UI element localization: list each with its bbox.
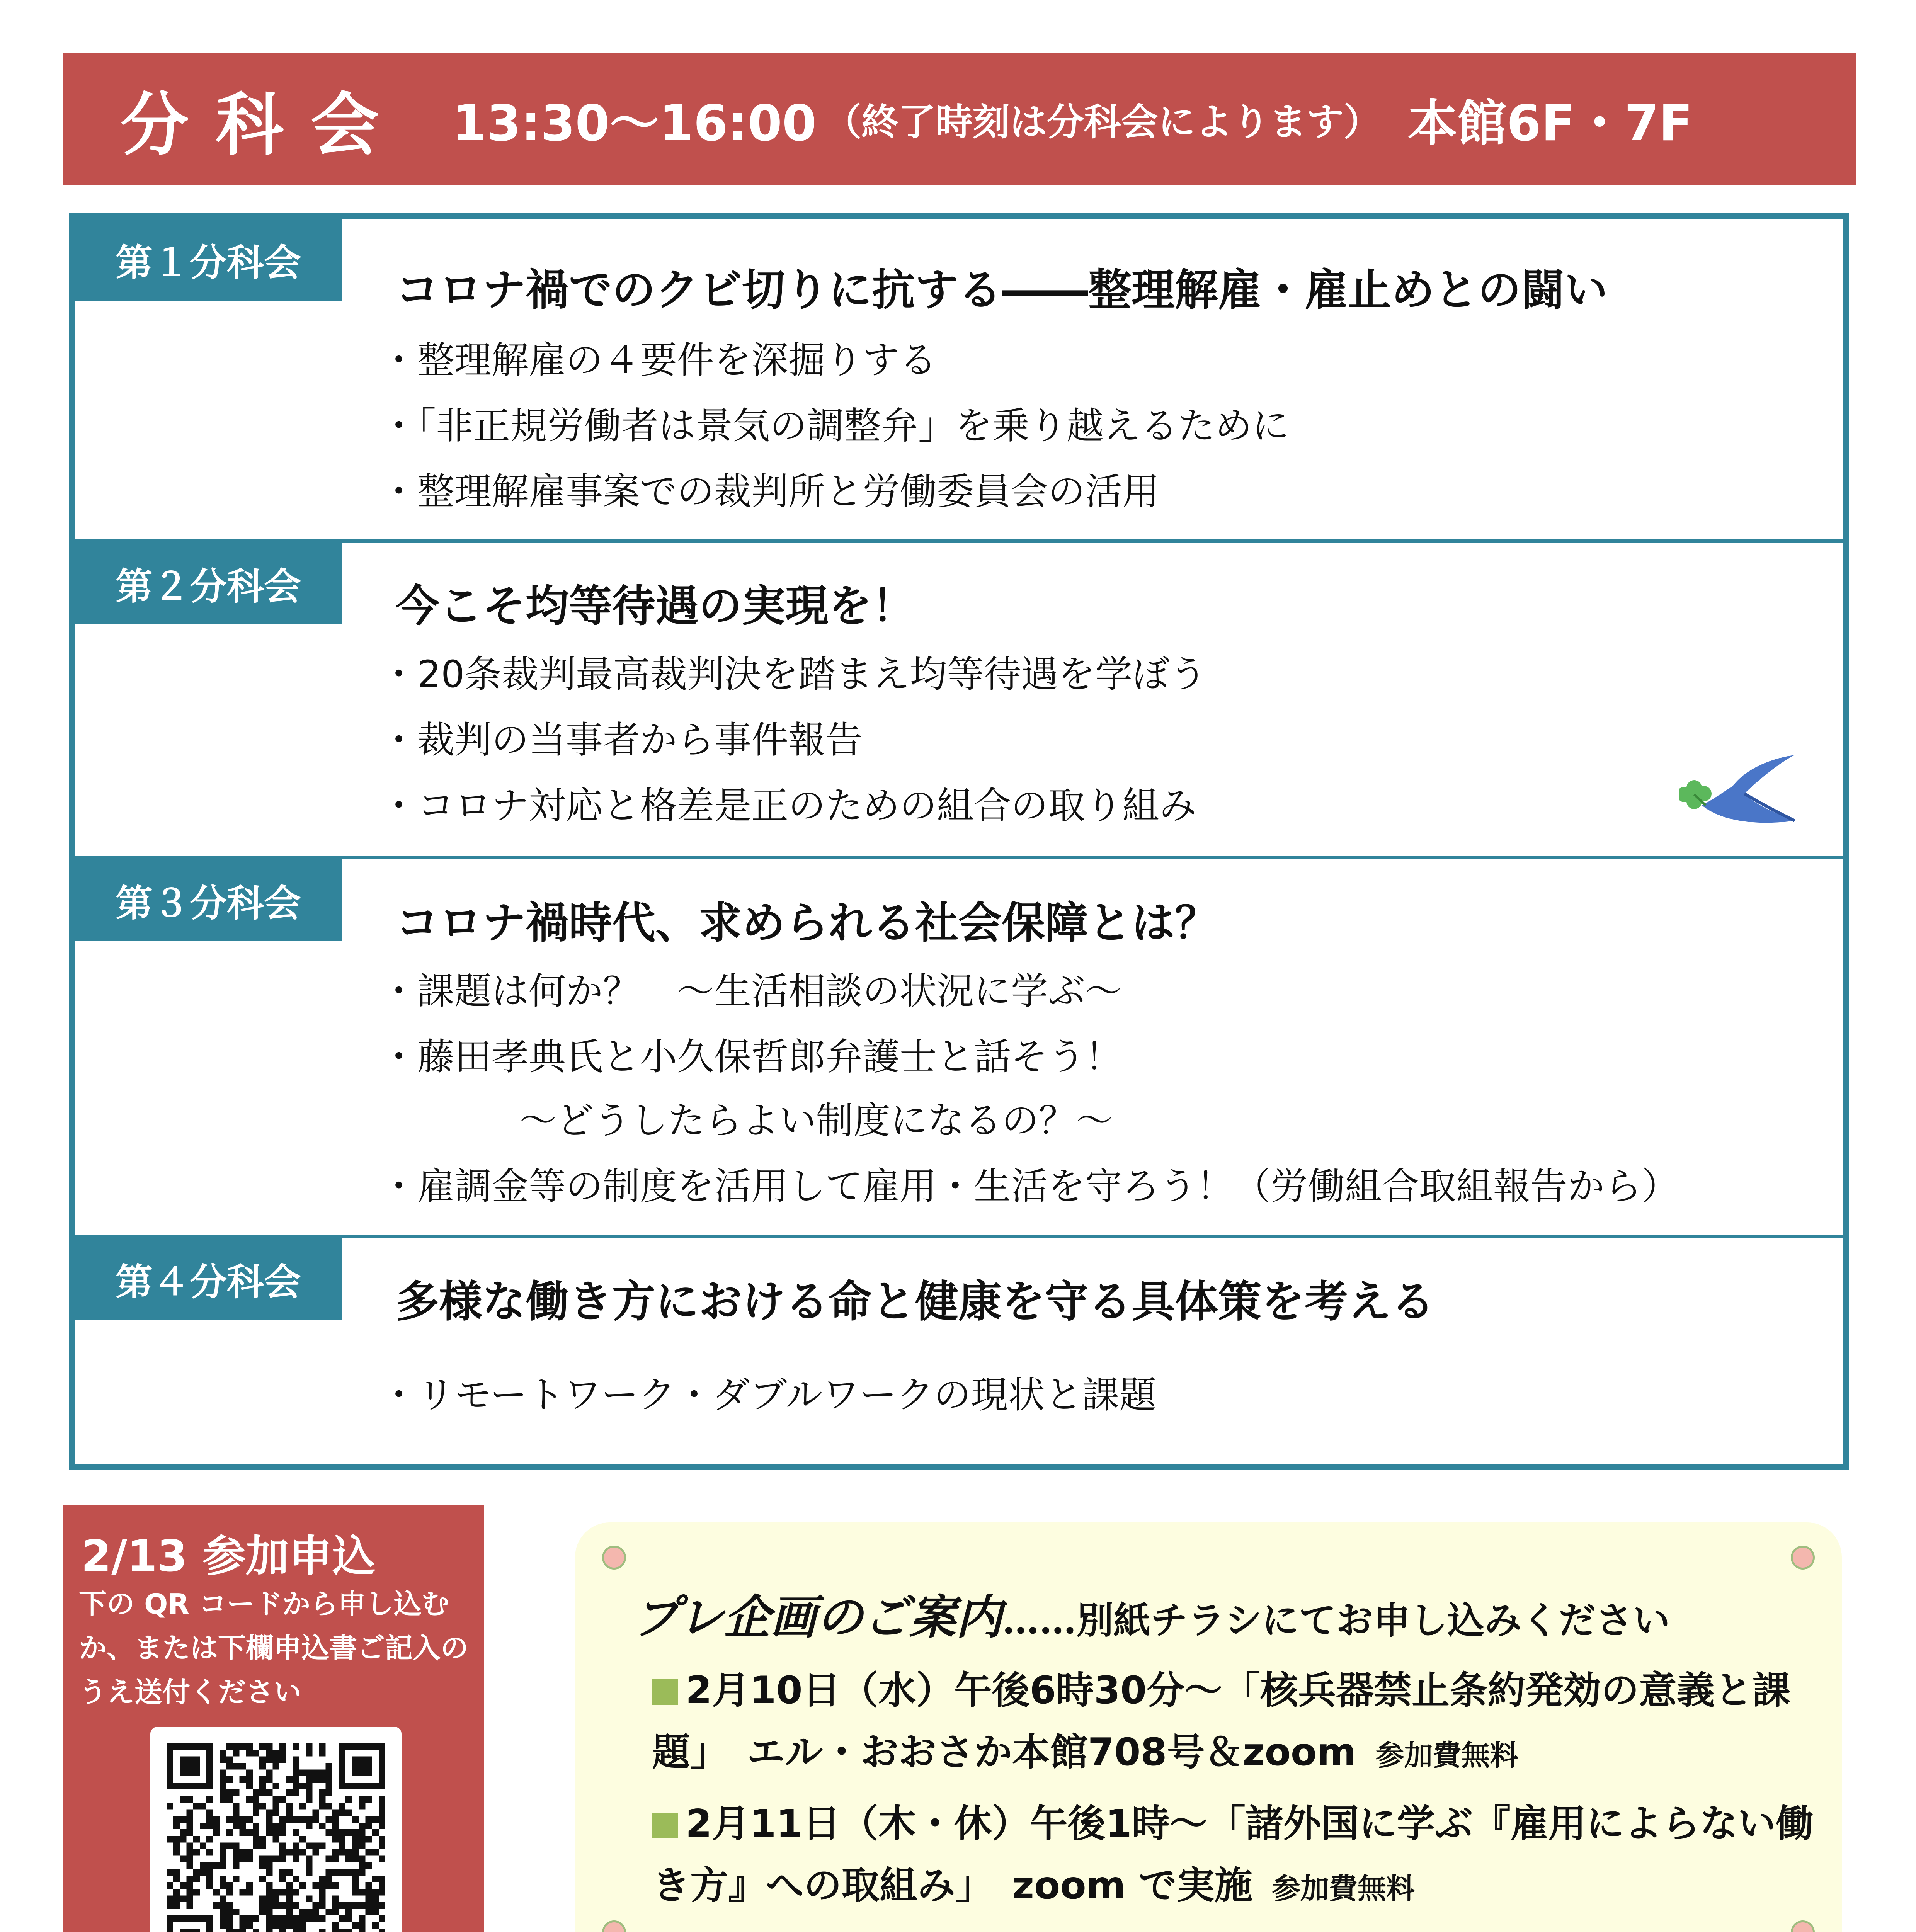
pre-event-dots: …… <box>1002 1599 1077 1642</box>
session-2-item-2: ・裁判の当事者から事件報告 <box>380 718 863 762</box>
pre-event-title: プレ企画のご案内 <box>633 1590 1002 1645</box>
registration-heading: 2/13 参加申込 <box>81 1531 376 1582</box>
pre-event-heading <box>633 1580 1670 1647</box>
bird-icon <box>1679 747 1802 832</box>
session-2 <box>75 539 1843 856</box>
session-4 <box>75 1235 1843 1467</box>
session-3-item-3: 〜どうしたらよい制度になるの？〜 <box>519 1099 1113 1142</box>
session-3-item-2: ・藤田孝典氏と小久保哲郎弁護士と話そう！ <box>380 1035 1122 1078</box>
green-square-icon <box>652 1679 678 1705</box>
qr-code-icon <box>167 1743 385 1932</box>
green-square-icon <box>652 1813 678 1838</box>
pin-icon <box>1791 1546 1815 1570</box>
session-4-label: 第４分科会 <box>75 1238 342 1320</box>
session-2-item-1: ・20条裁判最高裁判決を踏まえ均等待遇を学ぼう <box>380 653 1207 696</box>
session-4-item-1: ・リモートワーク・ダブルワークの現状と課題 <box>380 1373 1157 1417</box>
session-2-item-3: ・コロナ対応と格差是正のための組合の取り組み <box>380 784 1196 827</box>
session-1-label: 第１分科会 <box>75 219 342 301</box>
session-1 <box>75 219 1843 539</box>
pre-event-item-2-fee: 参加費無料 <box>1271 1872 1415 1905</box>
header-banner <box>63 53 1856 185</box>
session-2-title: 今こそ均等待遇の実現を！ <box>396 581 915 631</box>
pre-event-item-1-text: 2月10日（水）午後6時30分〜「核兵器禁止条約発効の意義と課題」 エル・おおさか本館708号＆zoom <box>652 1668 1791 1774</box>
session-1-item-3: ・整理解雇事案での裁判所と労働委員会の活用 <box>380 470 1159 513</box>
session-2-label: 第２分科会 <box>75 543 342 624</box>
sessions-box <box>69 213 1849 1470</box>
header-venue: 本館6F・7F <box>1407 95 1693 152</box>
session-3-label: 第３分科会 <box>75 859 342 941</box>
pre-event-item-1-fee: 参加費無料 <box>1375 1739 1519 1772</box>
pre-event-item-2 <box>652 1793 1823 1920</box>
pin-icon <box>602 1920 626 1932</box>
header-time: 13:30〜16:00 <box>452 95 817 152</box>
pin-icon <box>602 1546 626 1570</box>
pre-event-panel <box>575 1522 1842 1932</box>
session-3-item-4: ・雇調金等の制度を活用して雇用・生活を守ろう！（労働組合取組報告から） <box>380 1165 1679 1208</box>
qr-code[interactable] <box>150 1727 402 1932</box>
pre-event-item-2-text: 2月11日（木・休）午後1時〜「諸外国に学ぶ『雇用によらない働き方』への取組み」 zoom で実施 <box>652 1802 1814 1908</box>
registration-body: 下の QR コードから申し込むか、または下欄申込書ご記入のうえ送付ください <box>79 1588 469 1708</box>
session-4-title: 多様な働き方における命と健康を守る具体策を考える <box>396 1277 1434 1327</box>
session-3 <box>75 856 1843 1235</box>
pre-event-item-1 <box>652 1660 1823 1786</box>
page-title: 分科会 <box>121 85 406 165</box>
header-note: （終了時刻は分科会によります） <box>824 100 1381 144</box>
pin-icon <box>1791 1920 1815 1932</box>
pre-event-subtitle: 別紙チラシにてお申し込みください <box>1076 1599 1670 1642</box>
session-3-title: コロナ禍時代、求められる社会保障とは？ <box>396 898 1218 948</box>
session-1-item-1: ・整理解雇の４要件を深掘りする <box>380 338 937 382</box>
session-3-item-1: ・課題は何か？ 〜生活相談の状況に学ぶ〜 <box>380 969 1122 1013</box>
registration-box <box>63 1505 484 1932</box>
session-1-item-2: ・「非正規労働者は景気の調整弁」を乗り越えるために <box>380 404 1289 447</box>
session-1-title: コロナ禍でのクビ切りに抗する――整理解雇・雇止めとの闘い <box>396 265 1608 315</box>
